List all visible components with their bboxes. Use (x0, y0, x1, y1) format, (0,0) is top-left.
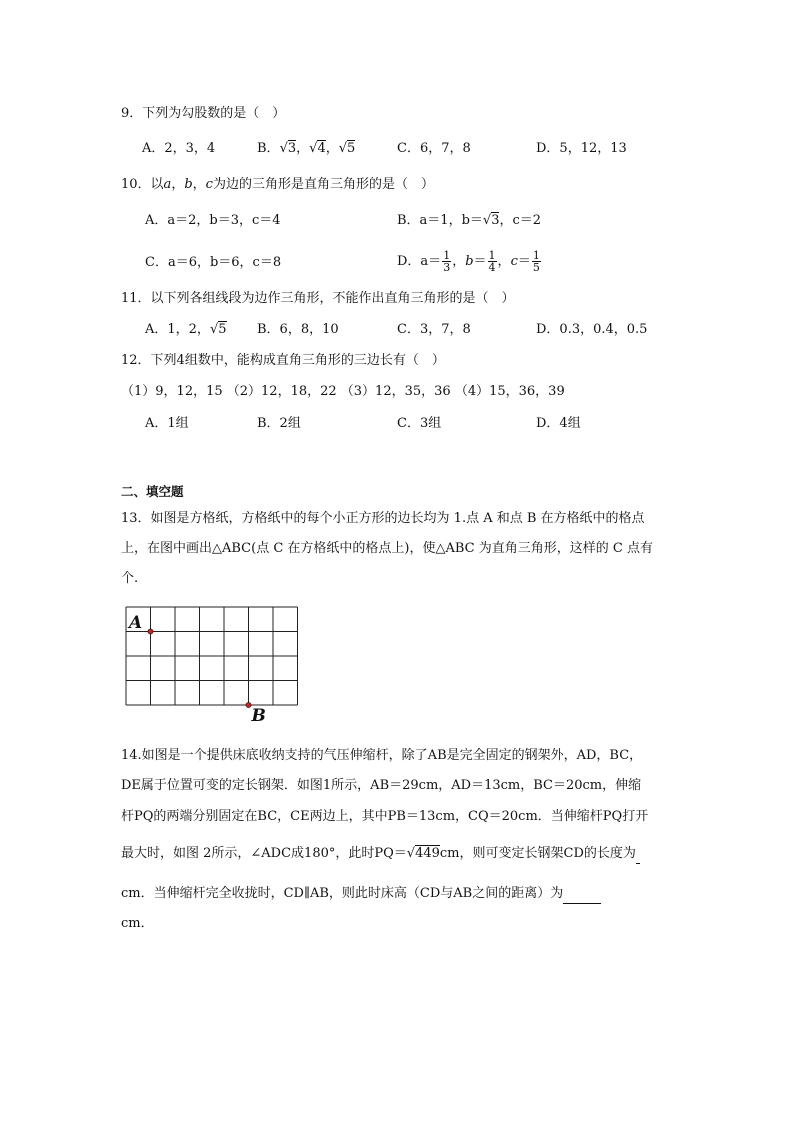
fraction-numerator: 1 (443, 249, 451, 262)
point-a-label: A (129, 613, 143, 633)
q9-b-rad-3: 5 (347, 141, 356, 156)
q14-line-2: DE属于位置可变的定长钢架．如图1所示，AB＝29cm，AD＝13cm，BC＝20cm，伸缩 (121, 778, 642, 793)
q9-b-rad-1: 3 (287, 141, 297, 156)
q12-groups: （1）9，12，15 （2）12，18，22 （3）12，35，36 （4）15，36，39 (121, 384, 565, 399)
answer-blank-2[interactable] (563, 889, 601, 904)
q14-line-5-text: cm．当伸缩杆完全收拢时，CD∥AB，则此时床高（CD与AB之间的距离）为 (121, 886, 564, 901)
q14-line-3: 杆PQ的两端分别固定在BC，CE两边上，其中PB＝13cm，CQ＝20cm．当伸缩杆PQ打开 (121, 809, 649, 824)
q10-option-a: A．a＝2，b＝3，c＝4 (145, 213, 281, 228)
point-b (246, 702, 251, 707)
q10-var-b: b (184, 177, 193, 192)
q10-option-b (397, 211, 541, 231)
sqrt-sign-icon: √ (406, 846, 416, 861)
q11-option-b: B．6，8，10 (257, 322, 339, 337)
q13-line-2: 上，在图中画出△ABC(点 C 在方格纸中的格点上)，使△ABC 为直角三角形，这样的 C 点有 (121, 541, 653, 556)
q14-line-4-pre: 最大时，如图 2所示，∠ADC成180°，此时PQ＝ (121, 846, 407, 861)
q11-option-a (145, 320, 227, 340)
q12-option-d: D．4组 (536, 416, 581, 431)
section-heading: 二、填空题 (121, 484, 184, 499)
q10-option-d: D．a＝ $\frac{1}{3}$ ，b＝ $\frac{1}{4}$ ，c＝ $\frac{1}{5}$ (397, 249, 540, 274)
point-a (148, 629, 153, 634)
q14-line-1: 14.如图是一个提供床底收纳支持的气压伸缩杆，除了AB是完全固定的钢架外，AD，BC， (121, 748, 643, 763)
q11-stem: 11．以下列各组线段为边作三角形，不能作出直角三角形的是（ ） (121, 291, 515, 306)
q14-line-4 (121, 844, 640, 864)
fraction-numerator: 1 (488, 249, 496, 262)
q10-var-a: a (163, 177, 172, 192)
fraction-denominator: 3 (443, 261, 451, 274)
q10-option-d-pre: D．a＝ (397, 254, 442, 269)
sqrt-sign-icon: √ (338, 141, 348, 156)
q12-option-c: C．3组 (397, 416, 442, 431)
q9-stem: 9．下列为勾股数的是（ ） (121, 106, 286, 121)
fraction-numerator: 1 (532, 249, 540, 262)
q14-line-4-post: cm，则可变定长钢架CD的长度为 (439, 846, 636, 861)
q9-option-b: B．√3，√4，√5 (257, 139, 355, 159)
q10-b-rad: 3 (491, 213, 500, 228)
q10-stem-post: 为边的三角形是直角三角形的是（ ） (212, 177, 434, 192)
q9-b-rad-2: 4 (317, 141, 326, 156)
fraction-denominator: 4 (488, 261, 496, 274)
q11-a-rad: 5 (218, 322, 227, 337)
q14-rad: 449 (415, 846, 440, 861)
q9-option-b-label: B． (257, 141, 280, 156)
q13-line-1: 13．如图是方格纸，方格纸中的每个小正方形的边长均为 1.点 A 和点 B 在方格纸中的格点 (121, 511, 645, 526)
q14-line-5 (121, 884, 601, 904)
q10-option-b-pre: B．a＝1，b＝ (397, 213, 483, 228)
q10-stem-pre: 10．以 (121, 177, 164, 192)
sqrt-sign-icon: √ (309, 141, 318, 156)
q10-var-c: c (205, 177, 213, 192)
q11-option-c: C．3，7，8 (397, 322, 471, 337)
grid-figure (122, 603, 302, 731)
sqrt-sign-icon: √ (209, 322, 219, 337)
q9-option-c: C．6，7，8 (397, 141, 471, 156)
answer-blank-1[interactable] (636, 849, 640, 864)
sqrt-sign-icon: √ (279, 141, 288, 156)
q13-line-3: 个. (121, 571, 139, 586)
q12-option-b: B．2组 (257, 416, 301, 431)
fraction (442, 250, 451, 273)
fraction-denominator: 5 (532, 261, 540, 274)
q10-option-c: C．a＝6，b＝6，c＝8 (145, 255, 282, 270)
point-b-label: B (251, 706, 266, 726)
q9-option-a: A．2，3，4 (142, 141, 216, 156)
q14-line-6: cm． (121, 916, 154, 931)
q10-stem: 10．以a，b，c为边的三角形是直角三角形的是（ ） (121, 177, 434, 192)
fraction (532, 250, 541, 273)
q12-stem: 12．下列4组数中，能构成直角三角形的三边长有（ ） (121, 353, 445, 368)
q12-option-a: A．1组 (145, 416, 189, 431)
q10-option-b-post: ，c＝2 (499, 213, 542, 228)
q11-option-d: D．0.3，0.4，0.5 (536, 322, 648, 337)
fraction (488, 250, 497, 273)
sqrt-sign-icon: √ (482, 213, 492, 228)
q11-option-a-pre: A．1，2， (145, 322, 210, 337)
q9-option-d: D．5，12，13 (536, 141, 627, 156)
